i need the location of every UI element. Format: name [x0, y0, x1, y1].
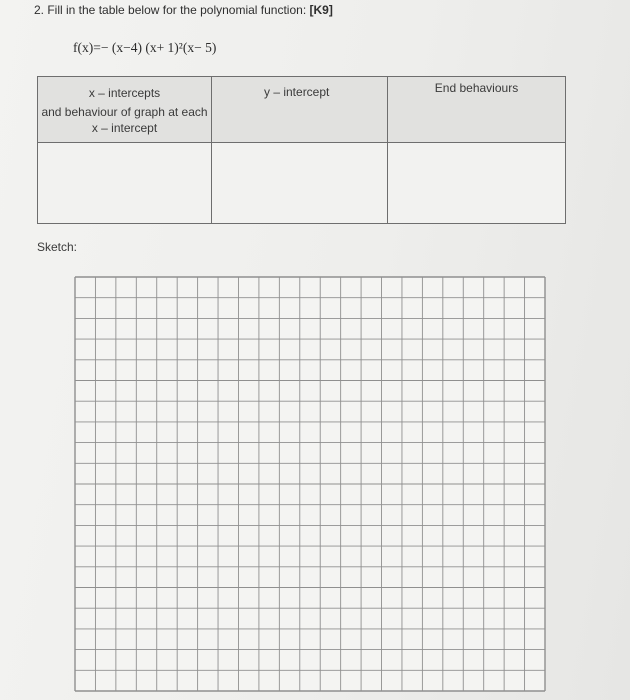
polynomial-function: f(x)=− (x−4) (x+ 1)²(x− 5)	[73, 40, 217, 55]
answer-cell-y-intercept[interactable]	[212, 143, 388, 224]
header-y-intercept: y – intercept	[212, 77, 388, 143]
answer-cell-x-intercepts[interactable]	[38, 143, 212, 224]
header-x-intercepts-title: x – intercepts	[88, 86, 161, 100]
question-text	[34, 3, 333, 17]
table-answer-row	[38, 143, 566, 224]
answer-cell-end-behaviours[interactable]	[388, 143, 566, 224]
question-marks: [K9]	[309, 3, 333, 17]
header-x-intercepts-subtitle: and behaviour of graph at each x – intercept	[41, 105, 208, 135]
sketch-grid[interactable]	[74, 276, 546, 692]
table-header-row	[38, 77, 566, 143]
answer-table	[37, 76, 566, 224]
sketch-label: Sketch:	[37, 240, 78, 254]
header-x-intercepts	[38, 77, 212, 143]
question-prompt: 2. Fill in the table below for the polynomial function:	[34, 3, 307, 17]
header-end-behaviours: End behaviours	[388, 77, 566, 143]
